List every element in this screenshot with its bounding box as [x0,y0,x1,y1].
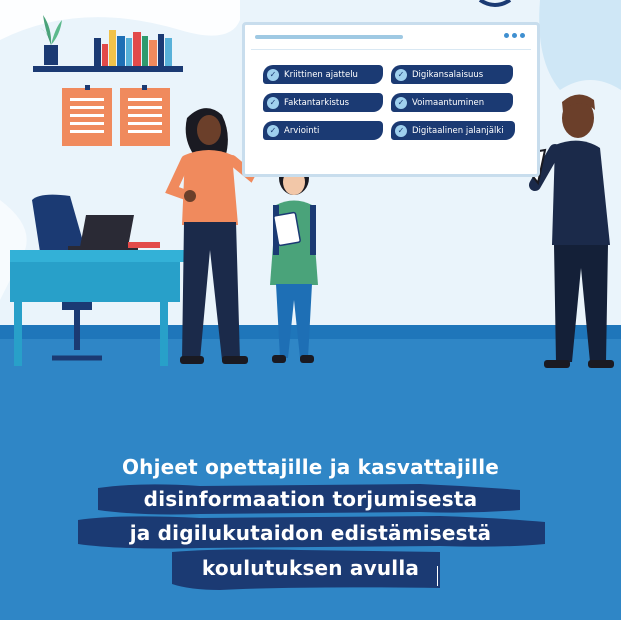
topic-label: Digitaalinen jalanjälki [412,125,504,136]
whiteboard-header-bar [255,35,403,39]
topic-pill-empowerment [391,93,513,112]
topic-label: Kriittinen ajattelu [284,69,358,80]
topic-pill-digital-footprint [391,121,515,140]
clipboard-icon [274,212,301,245]
title-line-4: koulutuksen avulla [201,556,420,580]
divider [251,49,531,50]
text-cursor [437,566,438,586]
topic-pill-evaluation [263,121,383,140]
topic-label: Arviointi [284,125,320,136]
title-line-3: ja digilukutaidon edistämisestä [129,521,492,545]
topic-label: Faktantarkistus [284,97,350,108]
check-icon: ✓ [267,125,279,137]
title-line-1: Ohjeet opettajille ja kasvattajille [121,455,500,479]
topic-label: Voimaantuminen [412,97,485,108]
window-dots-icon [504,33,525,38]
check-icon: ✓ [395,97,407,109]
check-icon: ✓ [267,97,279,109]
topic-pill-digital-citizenship [391,65,513,84]
topic-pill-fact-checking [263,93,383,112]
title-line-2: disinformaation torjumisesta [143,487,478,511]
topic-label: Digikansalaisuus [412,69,484,80]
check-icon: ✓ [267,69,279,81]
topic-pill-critical-thinking [263,65,383,84]
whiteboard [242,22,540,177]
check-icon: ✓ [395,69,407,81]
check-icon: ✓ [395,125,407,137]
